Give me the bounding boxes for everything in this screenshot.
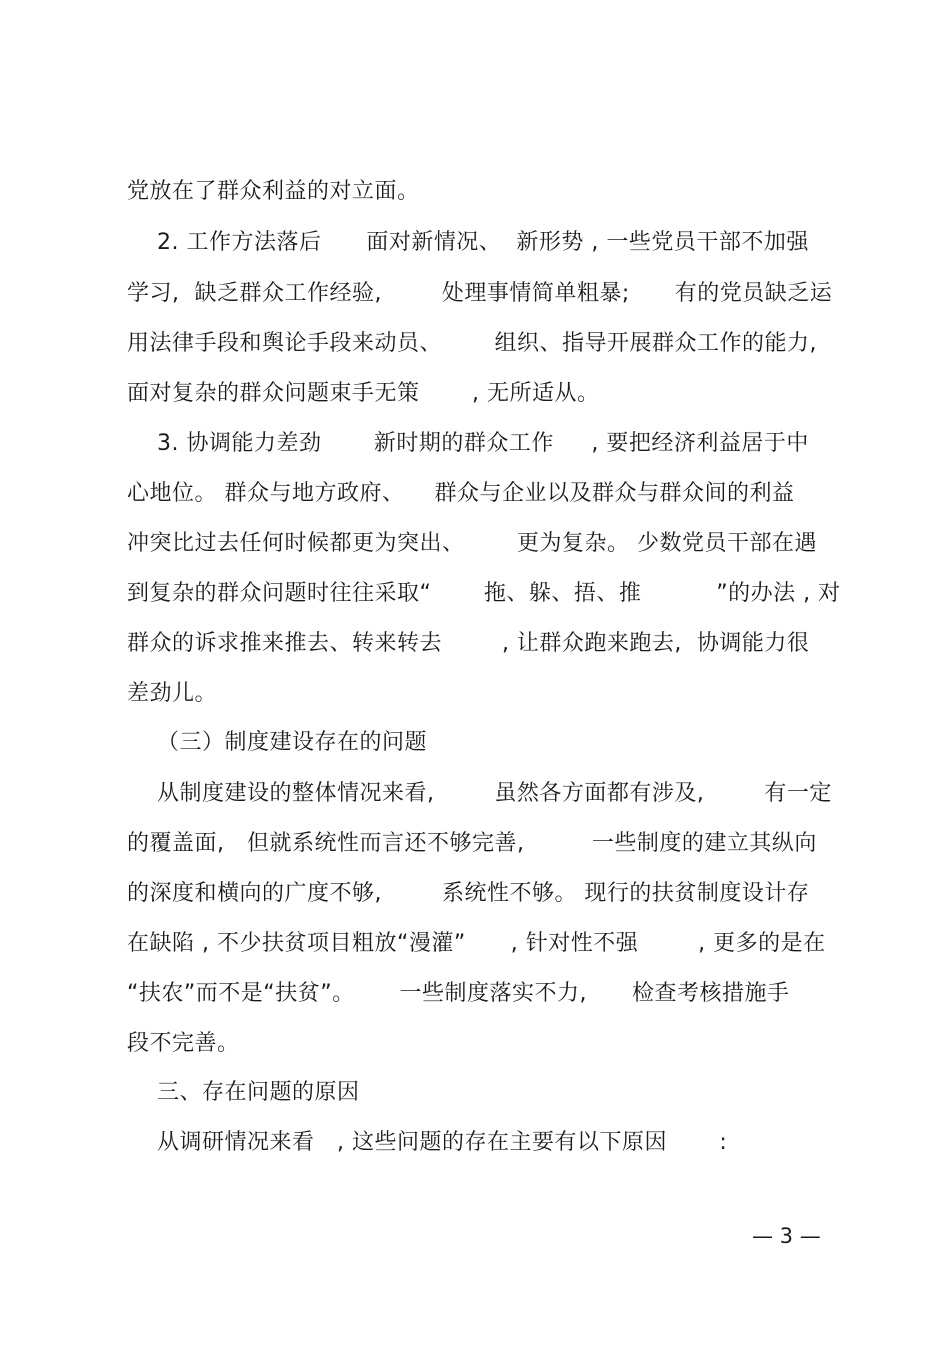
text-line: 学习, 缺乏群众工作经验, 处理事情简单粗暴; 有的党员缺乏运 — [127, 281, 833, 306]
text-line: 到复杂的群众问题时往往采取“ 拖、躲、捂、推 ”的办法 , 对 — [127, 581, 841, 606]
text-line: 从制度建设的整体情况来看, 虽然各方面都有涉及, 有一定 — [127, 781, 832, 806]
text-line: 2. 工作方法落后 面对新情况、 新形势 , 一些党员干部不加强 — [127, 230, 809, 255]
text-line: 的覆盖面, 但就系统性而言还不够完善, 一些制度的建立其纵向 — [127, 831, 817, 856]
text-line: 用法律手段和舆论手段来动员、 组织、指导开展群众工作的能力, — [127, 331, 817, 356]
text-line: 群众的诉求推来推去、转来转去 , 让群众跑来跑去, 协调能力很 — [127, 631, 810, 656]
section-heading: 三、存在问题的原因 — [127, 1080, 360, 1105]
text-line: 在缺陷 , 不少扶贫项目粗放“漫灌” , 针对性不强 , 更多的是在 — [127, 931, 826, 956]
text-line: 差劲儿。 — [127, 681, 218, 706]
page-number: — 3 — — [752, 1224, 821, 1248]
text-line: 冲突比过去任何时候都更为突出、 更为复杂。 少数党员干部在遇 — [127, 531, 817, 556]
text-line: 从调研情况来看 , 这些问题的存在主要有以下原因 : — [127, 1130, 728, 1155]
text-line: 的深度和横向的广度不够, 系统性不够。 现行的扶贫制度设计存 — [127, 881, 810, 906]
text-line: 段不完善。 — [127, 1031, 240, 1056]
section-heading: （三）制度建设存在的问题 — [127, 730, 427, 755]
text-line: 党放在了群众利益的对立面。 — [127, 179, 420, 204]
text-line: 心地位。 群众与地方政府、 群众与企业以及群众与群众间的利益 — [127, 481, 795, 506]
text-line: 面对复杂的群众问题束手无策 , 无所适从。 — [127, 381, 600, 406]
text-line: 3. 协调能力差劲 新时期的群众工作 , 要把经济利益居于中 — [127, 431, 809, 456]
text-line: “扶农”而不是“扶贫”。 一些制度落实不力, 检查考核措施手 — [127, 981, 790, 1006]
